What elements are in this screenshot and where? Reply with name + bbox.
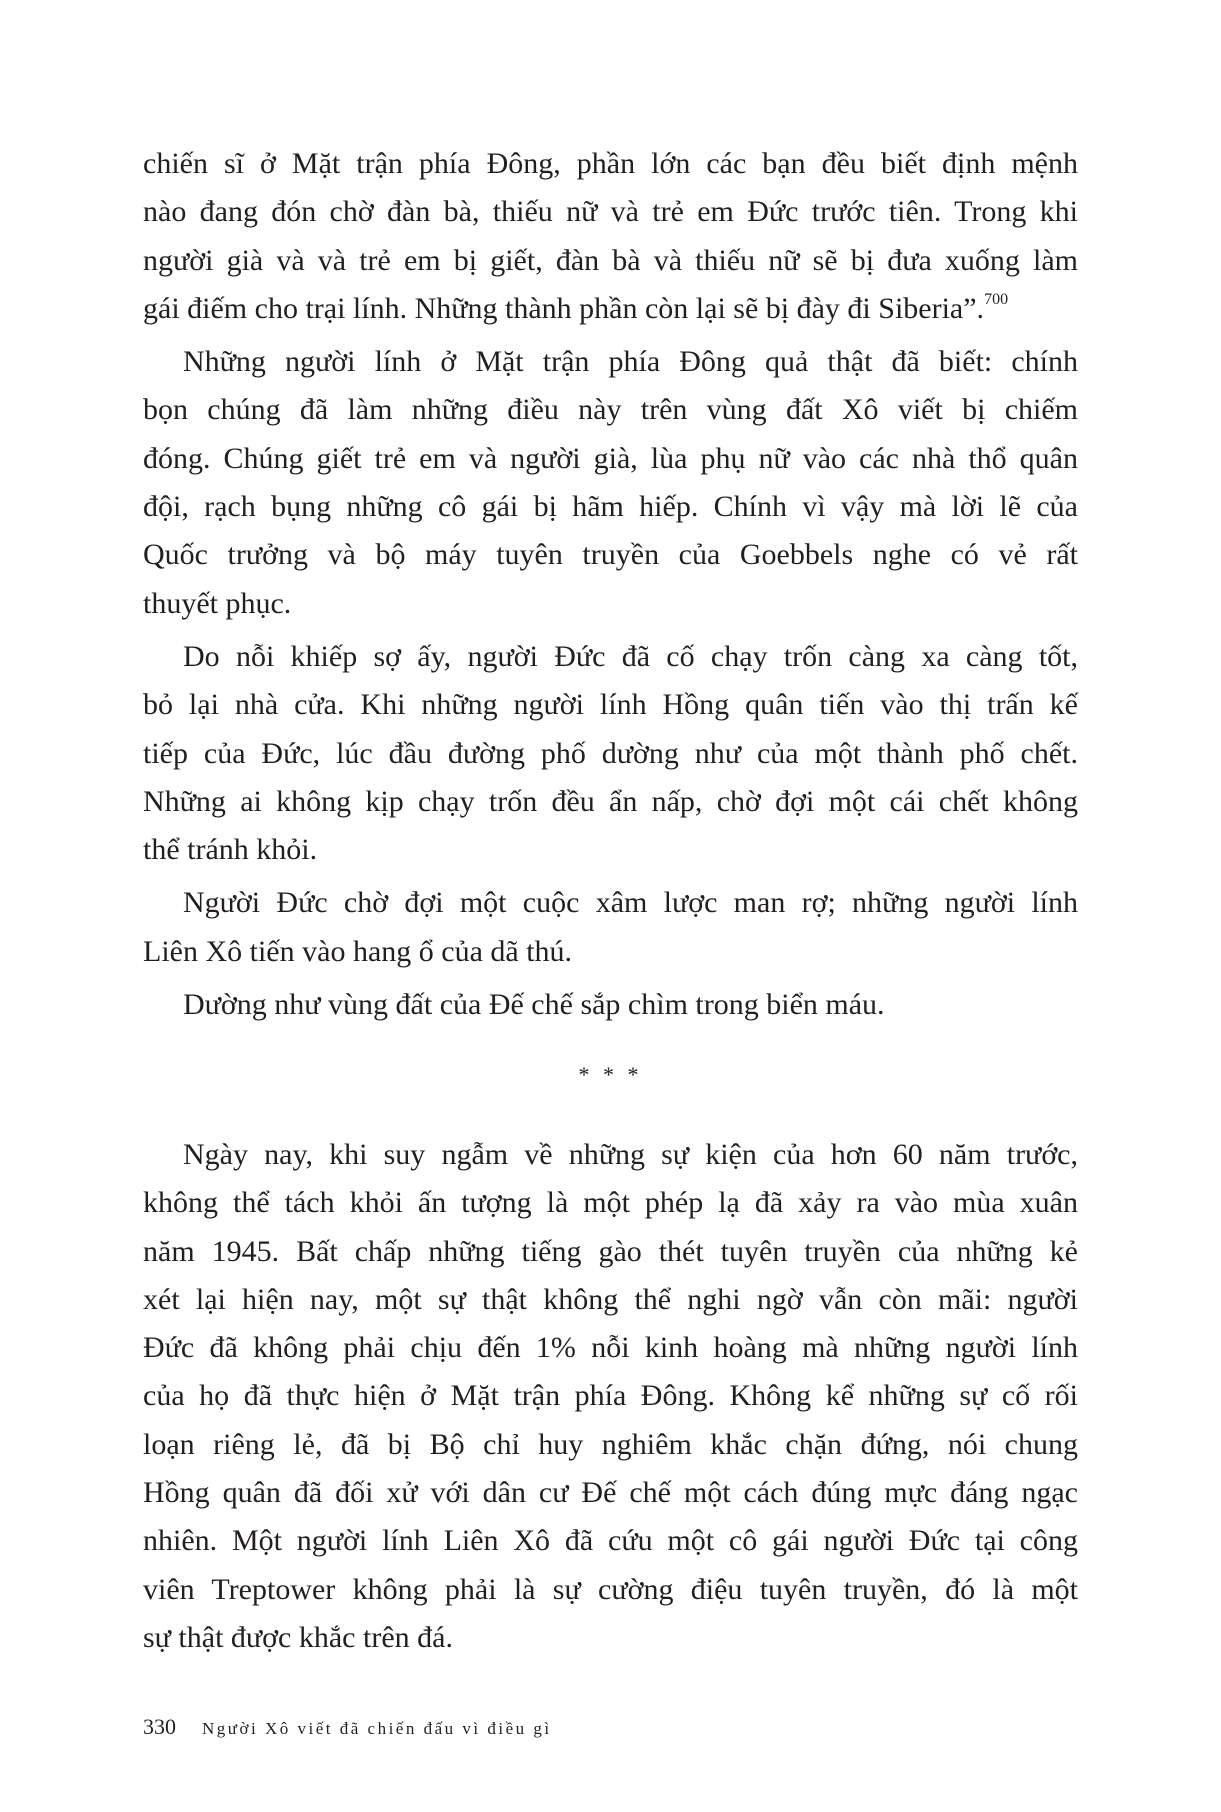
- text-line-content: bọn chúng đã làm những điều này trên vùng đất Xô viết bị chiếm: [143, 393, 1078, 427]
- text-line-content: sự thật được khắc trên đá.: [143, 1620, 453, 1654]
- paragraph: [143, 1131, 1078, 1662]
- text-line-content: đóng. Chúng giết trẻ em và người già, lùa phụ nữ vào các nhà thổ quân: [143, 441, 1078, 475]
- text-line: [143, 580, 1078, 628]
- text-line: [143, 1421, 1078, 1469]
- text-line-content: Những ai không kịp chạy trốn đều ẩn nấp, chờ đợi một cái chết không: [143, 784, 1078, 818]
- text-line: [143, 1469, 1078, 1517]
- text-line: [143, 483, 1078, 531]
- text-line-content: Người Đức chờ đợi một cuộc xâm lược man rợ; những người lính: [183, 886, 1078, 920]
- text-line: [143, 633, 1078, 681]
- page-footer: [143, 1714, 552, 1740]
- text-line: [143, 188, 1078, 236]
- text-line-content: Quốc trưởng và bộ máy tuyên truyền của Goebbels nghe có vẻ rất: [143, 538, 1078, 572]
- text-line: [143, 435, 1078, 483]
- text-line-content: bỏ lại nhà cửa. Khi những người lính Hồng quân tiến vào thị trấn kế: [143, 688, 1078, 722]
- text-line: [143, 879, 1078, 927]
- text-line-content: của họ đã thực hiện ở Mặt trận phía Đông. Không kể những sự cố rối: [143, 1379, 1078, 1413]
- text-line: [143, 1179, 1078, 1227]
- text-line-content: Những người lính ở Mặt trận phía Đông quả thật đã biết: chính: [183, 345, 1078, 379]
- text-line: [143, 1614, 1078, 1662]
- text-line-content: xét lại hiện nay, một sự thật không thể nghi ngờ vẫn còn mãi: người: [143, 1282, 1078, 1316]
- text-line: [143, 237, 1078, 285]
- text-line: [143, 285, 1078, 333]
- text-line: [143, 778, 1078, 826]
- text-line-content: Hồng quân đã đối xử với dân cư Đế chế một cách đúng mực đáng ngạc: [143, 1476, 1078, 1510]
- text-line-content: không thể tách khỏi ấn tượng là một phép lạ đã xảy ra vào mùa xuân: [143, 1186, 1078, 1220]
- running-title: Người Xô viết đã chiến đấu vì điều gì: [202, 1719, 552, 1738]
- text-line: [143, 981, 1078, 1029]
- text-line-content: gái điếm cho trại lính. Những thành phần còn lại sẽ bị đày đi Siberia”.: [143, 291, 985, 325]
- text-line-content: năm 1945. Bất chấp những tiếng gào thét tuyên truyền của những kẻ: [143, 1234, 1078, 1268]
- text-line-content: nhiên. Một người lính Liên Xô đã cứu một cô gái người Đức tại công: [143, 1524, 1078, 1558]
- text-line: [143, 1131, 1078, 1179]
- text-line-content: chiến sĩ ở Mặt trận phía Đông, phần lớn các bạn đều biết định mệnh: [143, 147, 1078, 180]
- body-text-before-separator: [143, 140, 1078, 1029]
- text-line-content: Đức đã không phải chịu đến 1% nỗi kinh hoàng mà những người lính: [143, 1331, 1078, 1365]
- paragraph: [143, 633, 1078, 874]
- text-line: [143, 1517, 1078, 1565]
- text-line-content: thuyết phục.: [143, 586, 292, 620]
- text-line: [143, 826, 1078, 874]
- text-line: [143, 1372, 1078, 1420]
- text-line: [143, 531, 1078, 579]
- text-line-content: viên Treptower không phải là sự cường điệu tuyên truyền, đó là một: [143, 1572, 1078, 1606]
- text-line: [143, 730, 1078, 778]
- paragraph: [143, 140, 1078, 333]
- text-line: [143, 1228, 1078, 1276]
- text-line: [143, 1324, 1078, 1372]
- text-line-content: người già và và trẻ em bị giết, đàn bà và thiếu nữ sẽ bị đưa xuống làm: [143, 243, 1078, 277]
- text-line: [143, 1566, 1078, 1614]
- text-line: [143, 1276, 1078, 1324]
- text-line-content: nào đang đón chờ đàn bà, thiếu nữ và trẻ em Đức trước tiên. Trong khi: [143, 195, 1078, 229]
- page-number: 330: [143, 1714, 176, 1739]
- paragraph: [143, 981, 1078, 1029]
- paragraph: [143, 879, 1078, 976]
- text-line: [143, 140, 1078, 188]
- paragraph: [143, 338, 1078, 628]
- text-line: [143, 928, 1078, 976]
- text-line: [143, 681, 1078, 729]
- text-line: [143, 338, 1078, 386]
- body-text-after-separator: [143, 1131, 1078, 1662]
- text-line-content: Do nỗi khiếp sợ ấy, người Đức đã cố chạy trốn càng xa càng tốt,: [183, 639, 1078, 673]
- footnote-marker[interactable]: 700: [984, 290, 1009, 308]
- text-line-content: đội, rạch bụng những cô gái bị hãm hiếp. Chính vì vậy mà lời lẽ của: [143, 490, 1078, 524]
- section-separator: * * *: [578, 1062, 643, 1087]
- text-line-content: Liên Xô tiến vào hang ổ của dã thú.: [143, 934, 573, 968]
- text-line-content: Ngày nay, khi suy ngẫm về những sự kiện của hơn 60 năm trước,: [183, 1138, 1078, 1171]
- text-line: [143, 386, 1078, 434]
- text-line-content: thể tránh khỏi.: [143, 833, 318, 867]
- text-line-content: Dường như vùng đất của Đế chế sắp chìm trong biển máu.: [183, 988, 885, 1022]
- text-line-content: loạn riêng lẻ, đã bị Bộ chỉ huy nghiêm khắc chặn đứng, nói chung: [143, 1427, 1078, 1461]
- text-line-content: tiếp của Đức, lúc đầu đường phố dường như của một thành phố chết.: [143, 736, 1078, 770]
